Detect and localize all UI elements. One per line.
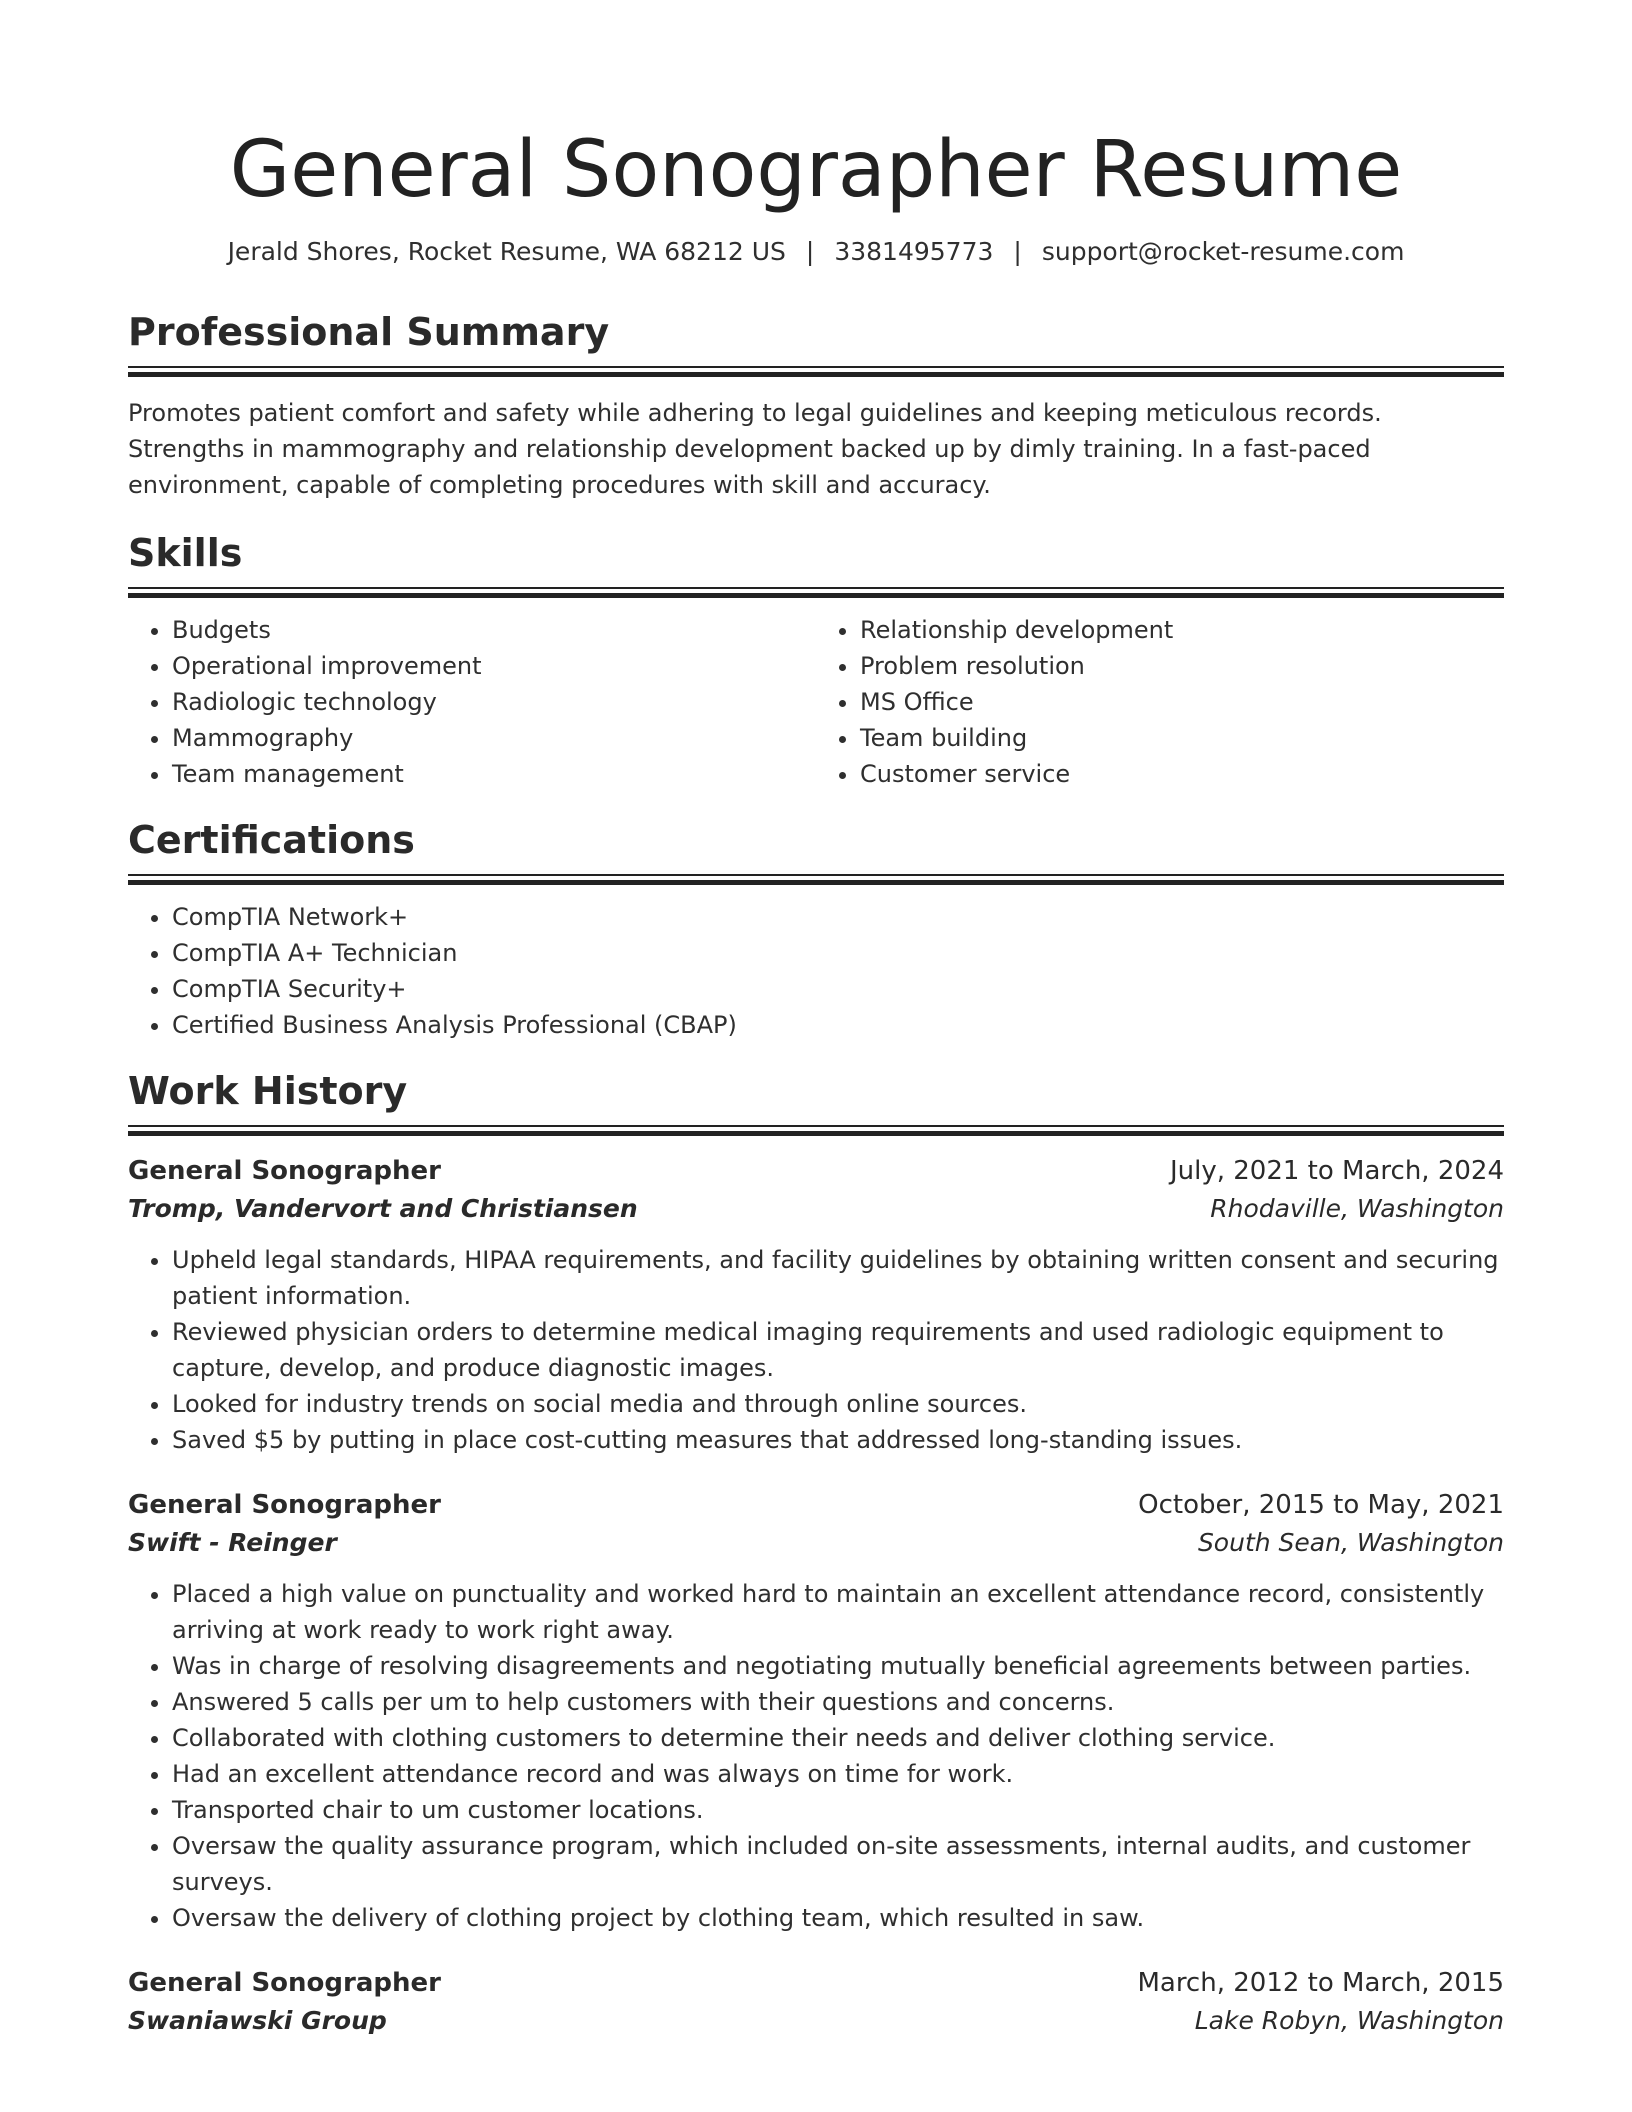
skill-item: • Customer service xyxy=(860,756,1504,792)
skill-item: • Radiologic technology xyxy=(172,684,816,720)
job-bullet: • Collaborated with clothing customers to determine their needs and deliver clothing service. xyxy=(172,1720,1504,1756)
job-company: Swift - Reinger xyxy=(128,1528,337,1557)
contact-line xyxy=(128,236,1504,268)
job-bullet: • Placed a high value on punctuality and worked hard to maintain an excellent attendance record, consistently arriving at work ready to work right away. xyxy=(172,1576,1504,1648)
certifications-list xyxy=(128,899,1504,1043)
job-header-row xyxy=(128,1152,1504,1190)
section-heading-skills: Skills xyxy=(128,531,243,575)
work-history-section xyxy=(128,1067,1504,2040)
contact-email: support@rocket-resume.com xyxy=(1041,237,1405,266)
job-bullets xyxy=(128,1242,1504,1458)
skill-item: • Problem resolution xyxy=(860,648,1504,684)
job-bullet: • Oversaw the delivery of clothing project by clothing team, which resulted in saw. xyxy=(172,1900,1504,1936)
contact-separator: | xyxy=(805,237,815,266)
section-divider xyxy=(128,366,1504,377)
resume-page xyxy=(128,0,1504,2040)
skill-item: • Operational improvement xyxy=(172,648,816,684)
skills-section xyxy=(128,529,1504,792)
section-divider xyxy=(128,1125,1504,1136)
job-bullet: • Transported chair to um customer locations. xyxy=(172,1792,1504,1828)
skill-item: • Budgets xyxy=(172,612,816,648)
certifications-section xyxy=(128,816,1504,1043)
section-heading-summary: Professional Summary xyxy=(128,310,610,354)
job-bullet: • Reviewed physician orders to determine medical imaging requirements and used radiologic equipment to capture, develop, and produce diagnostic images. xyxy=(172,1314,1504,1386)
summary-text: Promotes patient comfort and safety while adhering to legal guidelines and keeping meticulous records. Strengths in mammography and relationship development backed up by dimly training. In a fast-paced environment, capable of completing procedures with skill and accuracy. xyxy=(128,399,1382,499)
job-company: Tromp, Vandervort and Christiansen xyxy=(128,1194,638,1223)
job-entry xyxy=(128,1964,1504,2040)
certification-item: • CompTIA Network+ xyxy=(172,899,1504,935)
job-bullets xyxy=(128,1576,1504,1936)
skills-column-left xyxy=(128,612,816,792)
job-company: Swaniawski Group xyxy=(128,2006,387,2035)
job-subheader-row xyxy=(128,1524,1504,1562)
contact-phone: 3381495773 xyxy=(834,237,994,266)
section-divider xyxy=(128,874,1504,885)
summary-section xyxy=(128,308,1504,503)
job-entry xyxy=(128,1486,1504,1936)
job-dates: March, 2012 to March, 2015 xyxy=(1137,1968,1504,1998)
job-subheader-row xyxy=(128,1190,1504,1228)
job-title: General Sonographer xyxy=(128,1490,441,1520)
skill-item: • Team management xyxy=(172,756,816,792)
job-entry xyxy=(128,1152,1504,1458)
job-bullet: • Oversaw the quality assurance program, which included on-site assessments, internal audits, and customer surveys. xyxy=(172,1828,1504,1900)
job-bullet: • Saved $5 by putting in place cost-cutting measures that addressed long-standing issues. xyxy=(172,1422,1504,1458)
section-heading-work-history: Work History xyxy=(128,1069,408,1113)
job-title: General Sonographer xyxy=(128,1968,441,1998)
skill-item: • Relationship development xyxy=(860,612,1504,648)
job-dates: July, 2021 to March, 2024 xyxy=(1169,1156,1504,1186)
skills-column-right xyxy=(816,612,1504,792)
page-title: General Sonographer Resume xyxy=(229,125,1403,215)
job-bullet: • Was in charge of resolving disagreements and negotiating mutually beneficial agreements between parties. xyxy=(172,1648,1504,1684)
contact-separator: | xyxy=(1013,237,1022,266)
section-divider xyxy=(128,587,1504,598)
certification-item: • CompTIA Security+ xyxy=(172,971,1504,1007)
job-bullet: • Had an excellent attendance record and was always on time for work. xyxy=(172,1756,1504,1792)
certification-item: • Certified Business Analysis Professional (CBAP) xyxy=(172,1007,1504,1043)
skills-grid xyxy=(128,612,1504,792)
skill-item: • Team building xyxy=(860,720,1504,756)
job-location: Rhodaville, Washington xyxy=(1210,1194,1504,1223)
job-location: South Sean, Washington xyxy=(1197,1528,1504,1557)
job-subheader-row xyxy=(128,2002,1504,2040)
job-dates: October, 2015 to May, 2021 xyxy=(1138,1490,1504,1520)
job-bullet: • Looked for industry trends on social media and through online sources. xyxy=(172,1386,1504,1422)
job-bullet: • Answered 5 calls per um to help customers with their questions and concerns. xyxy=(172,1684,1504,1720)
contact-address: Jerald Shores, Rocket Resume, WA 68212 US xyxy=(227,237,786,266)
job-header-row xyxy=(128,1486,1504,1524)
job-header-row xyxy=(128,1964,1504,2002)
section-heading-certifications: Certifications xyxy=(128,818,415,862)
job-title: General Sonographer xyxy=(128,1156,441,1186)
job-location: Lake Robyn, Washington xyxy=(1194,2006,1504,2035)
job-bullet: • Upheld legal standards, HIPAA requirements, and facility guidelines by obtaining written consent and securing patient information. xyxy=(172,1242,1504,1314)
skill-item: • Mammography xyxy=(172,720,816,756)
certification-item: • CompTIA A+ Technician xyxy=(172,935,1504,971)
skill-item: • MS Office xyxy=(860,684,1504,720)
